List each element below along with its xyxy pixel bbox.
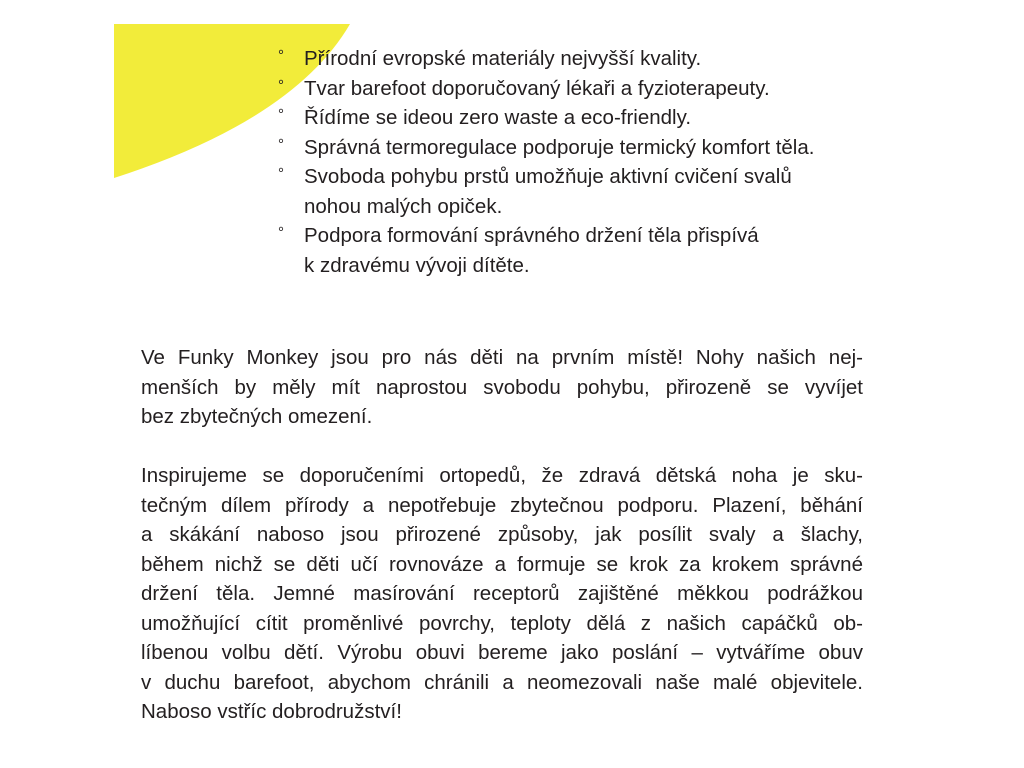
feature-text-line: Správná termoregulace podporuje termický komfort těla.	[304, 135, 815, 159]
feature-text-line: Podpora formování správného držení těla přispívá	[304, 224, 759, 247]
feature-list-item	[278, 162, 814, 221]
bullet-icon: °	[278, 224, 284, 241]
feature-text-line: k zdravému vývoji dítěte.	[304, 253, 530, 277]
paragraph-line: držení těla. Jemné masírování receptorů zajištěné měkkou podrážkou	[141, 582, 863, 605]
paragraph-line: Ve Funky Monkey jsou pro nás děti na prvním místě! Nohy našich nej-	[141, 346, 863, 369]
feature-text-line: Řídíme se ideou zero waste a eco-friendly.	[304, 106, 692, 129]
feature-text-line: Svoboda pohybu prstů umožňuje aktivní cvičení svalů	[304, 165, 792, 188]
feature-list-item	[278, 74, 814, 104]
feature-list-item	[278, 44, 814, 74]
paragraph-line: během nichž se děti učí rovnováze a formuje se krok za krokem správné	[141, 552, 863, 576]
paragraph-line: v duchu barefoot, abychom chránili a neomezovali naše malé objevitele.	[141, 670, 863, 694]
bullet-icon: °	[278, 106, 284, 123]
paragraph-line: menších by měly mít naprostou svobodu pohybu, přirozeně se vyvíjet	[141, 375, 863, 399]
feature-text-line: Přírodní evropské materiály nejvyšší kvality.	[304, 47, 702, 70]
feature-text-line: nohou malých opiček.	[304, 194, 503, 218]
paragraph-line: líbenou volbu dětí. Výrobu obuvi bereme jako poslání – vytváříme obuv	[141, 641, 863, 664]
feature-list-item	[278, 221, 814, 280]
feature-list-item	[278, 133, 814, 163]
feature-list-item	[278, 103, 814, 133]
paragraph-line: bez zbytečných omezení.	[141, 405, 373, 428]
bullet-icon: °	[278, 76, 284, 94]
body-paragraph	[141, 343, 863, 432]
body-paragraph	[141, 461, 863, 727]
paragraph-line: Naboso vstříc dobrodružství!	[141, 700, 402, 723]
paragraph-line: Inspirujeme se doporučeními ortopedů, že zdravá dětská noha je sku-	[141, 464, 863, 487]
feature-list	[278, 44, 814, 280]
bullet-icon: °	[278, 135, 284, 153]
paragraph-line: umožňující cítit proměnlivé povrchy, teploty dělá z našich capáčků ob-	[141, 611, 863, 635]
feature-text-line: Tvar barefoot doporučovaný lékaři a fyzioterapeuty.	[304, 76, 770, 100]
paragraph-line: tečným dílem přírody a nepotřebuje zbytečnou podporu. Plazení, běhání	[141, 493, 863, 517]
article-body	[141, 343, 863, 756]
bullet-icon: °	[278, 47, 284, 64]
paragraph-line: a skákání naboso jsou přirozené způsoby, jak posílit svaly a šlachy,	[141, 523, 863, 546]
bullet-icon: °	[278, 165, 284, 182]
